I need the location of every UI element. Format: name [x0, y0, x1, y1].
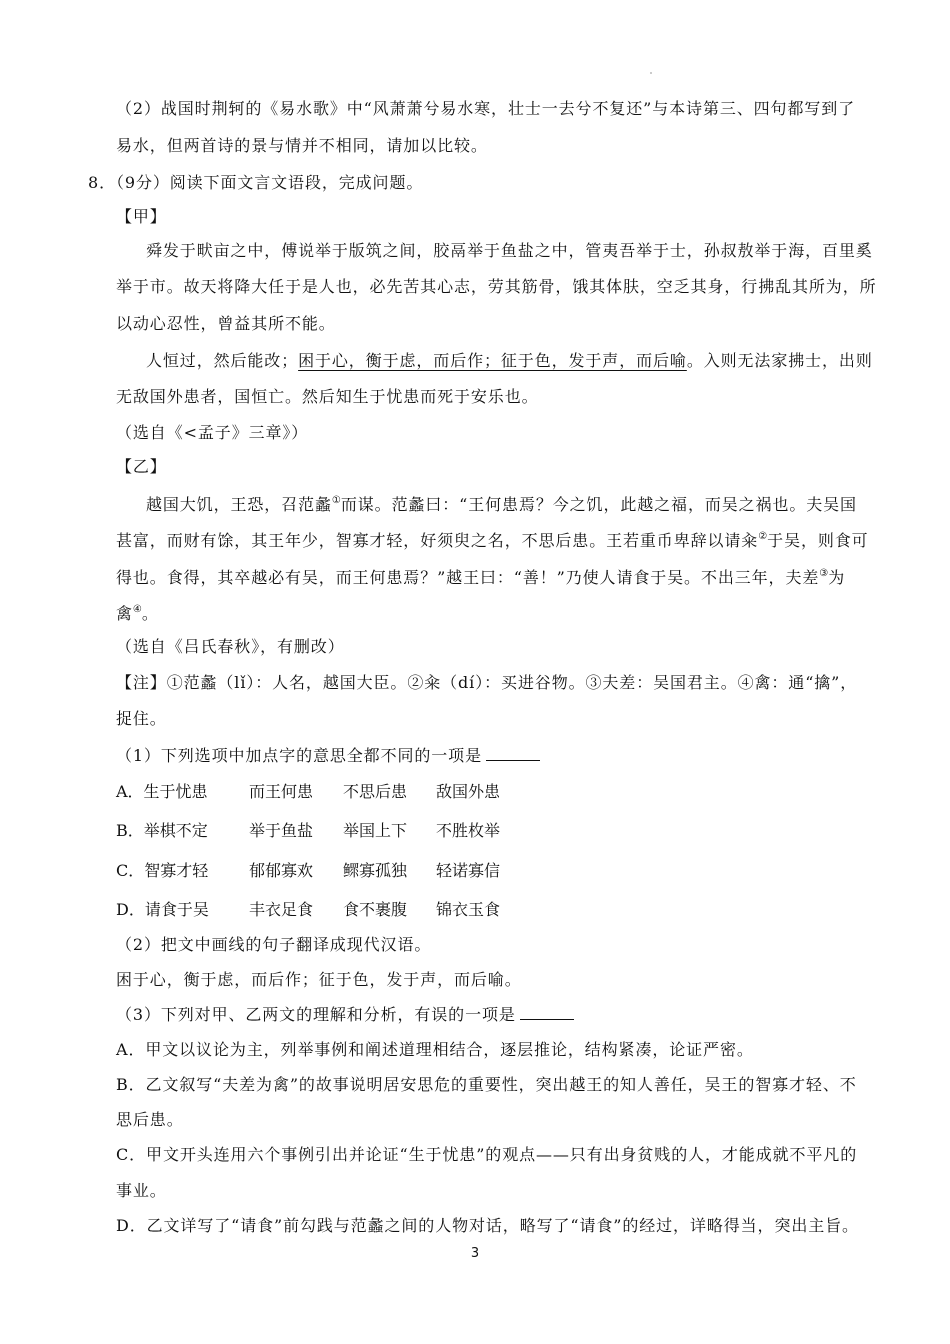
q7-2-line2: 易水，但两首诗的景与情并不相同，请加以比较。 — [116, 136, 488, 155]
question-1-text: （1）下列选项中加点字的意思全都不同的一项是 — [116, 746, 482, 765]
jia-p1-line2: 举于市。故天将降大任于是人也，必先苦其心志，劳其筋骨，饿其体肤，空乏其身，行拂乱其所为，所 — [116, 277, 877, 296]
answer-blank-3[interactable] — [520, 1005, 574, 1020]
option-c-item-3: 鳏寡孤独 — [343, 861, 408, 880]
yi-line1-a: 越国大饥，王恐，召范蠡 — [146, 495, 332, 514]
option-d-item-2: 丰衣足食 — [249, 900, 314, 919]
option-a-item-2: 而王何患 — [249, 782, 314, 801]
option-b-item-4: 不胜枚举 — [436, 821, 501, 840]
question-2-sentence: 困于心，衡于虑，而后作；征于色，发于声，而后喻。 — [116, 970, 522, 989]
jia-p2-text-a: 人恒过，然后能改； — [146, 351, 299, 370]
yi-source: （选自《吕氏春秋》，有删改） — [116, 637, 345, 656]
option-d-item-1: D．请食于吴 — [116, 900, 209, 919]
jia-p1-line3: 以动心忍性，曾益其所不能。 — [116, 314, 336, 333]
footnote-3-marker: ③ — [819, 568, 829, 579]
jia-p1-line1: 舜发于畎亩之中，傅说举于版筑之间，胶鬲举于鱼盐之中，管夷吾举于士，孙叔敖举于海，百里奚 — [146, 241, 873, 260]
note-line2: 捉住。 — [116, 709, 167, 728]
option-c-item-4: 轻诺寡信 — [436, 861, 501, 880]
option-b-item-1: B．举棋不定 — [116, 821, 208, 840]
yi-line3-b: 为 — [828, 568, 846, 587]
yi-line2-b: 于吴，则食可 — [767, 531, 869, 550]
footnote-4-marker: ④ — [132, 604, 142, 615]
jia-label: 【甲】 — [116, 207, 167, 226]
yi-line4: 禽④。 — [116, 604, 159, 623]
yi-line1 — [146, 490, 857, 516]
option-d-item-4: 锦衣玉食 — [436, 900, 501, 919]
option-a-item-4: 敌国外患 — [436, 782, 501, 801]
option-c-item-1: C．智寡才轻 — [116, 861, 209, 880]
page-number: 3 — [470, 1246, 480, 1261]
yi-line2-a: 甚富，而财有馀，其王年少，智寡才轻，好须臾之名，不思后患。王若重币卑辞以请籴 — [116, 531, 759, 550]
yi-line3 — [116, 563, 845, 589]
question-1 — [116, 745, 540, 767]
q8-header: 8．（9分）阅读下面文言文语段，完成问题。 — [88, 173, 424, 192]
underlined-sentence: 困于心，衡于虑，而后作；征于色，发于声，而后喻 — [298, 351, 687, 370]
footnote-1-marker: ① — [331, 495, 341, 506]
option-a-item-1: A．生于忧患 — [116, 782, 208, 801]
answer-blank-1[interactable] — [486, 746, 540, 761]
q3-option-b-line2: 思后患。 — [116, 1110, 184, 1129]
yi-line3-a: 得也。食得，其卒越必有吴，而王何患焉？”越王曰：“善！”乃使人请食于吴。不出三年，夫差 — [116, 568, 820, 587]
q3-option-c-line1: C．甲文开头连用六个事例引出并论证“生于忧患”的观点——只有出身贫贱的人，才能成就不平凡的 — [116, 1145, 858, 1164]
footnote-2-marker: ② — [758, 531, 768, 542]
jia-p2-line1 — [146, 350, 873, 372]
option-b-item-2: 举于鱼盐 — [249, 821, 314, 840]
question-3-text: （3）下列对甲、乙两文的理解和分析，有误的一项是 — [116, 1005, 516, 1024]
yi-line4-text: 禽 — [116, 604, 133, 623]
q7-2-line1: （2）战国时荆轲的《易水歌》中“风萧萧兮易水寒，壮士一去兮不复还”与本诗第三、四句都写到了 — [116, 99, 856, 118]
q3-option-a: A．甲文以议论为主，列举事例和阐述道理相结合，逐层推论，结构紧凑，论证严密。 — [116, 1040, 754, 1059]
option-d-item-3: 食不裹腹 — [343, 900, 408, 919]
option-c-item-2: 郁郁寡欢 — [249, 861, 314, 880]
q3-option-d: D．乙文详写了“请食”前勾践与范蠡之间的人物对话，略写了“请食”的经过，详略得当，突出主旨。 — [116, 1216, 859, 1235]
question-2: （2）把文中画线的句子翻译成现代汉语。 — [116, 935, 432, 954]
yi-line1-b: 而谋。范蠡曰：“王何患焉？今之饥，此越之福，而吴之祸也。夫吴国 — [340, 495, 857, 514]
jia-source: （选自《<孟子》三章》） — [116, 423, 309, 442]
jia-p2-line2: 无敌国外患者，国恒亡。然后知生于忧患而死于安乐也。 — [116, 387, 539, 406]
note-line1: 【注】①范蠡（lǐ）：人名，越国大臣。②籴（dí）：买进谷物。③夫差：吴国君主。④禽：通“擒”， — [116, 673, 858, 692]
option-b-item-3: 举国上下 — [343, 821, 408, 840]
yi-label: 【乙】 — [116, 457, 167, 476]
jia-p2-text-b: 。入则无法家拂士，出则 — [686, 351, 873, 370]
option-a-item-3: 不思后患 — [343, 782, 408, 801]
q3-option-c-line2: 事业。 — [116, 1181, 167, 1200]
yi-line2 — [116, 526, 869, 552]
question-3 — [116, 1004, 574, 1026]
scan-dot — [650, 72, 652, 74]
q3-option-b-line1: B．乙文叙写“夫差为禽”的故事说明居安思危的重要性，突出越王的知人善任，吴王的智寡才轻、不 — [116, 1075, 857, 1094]
